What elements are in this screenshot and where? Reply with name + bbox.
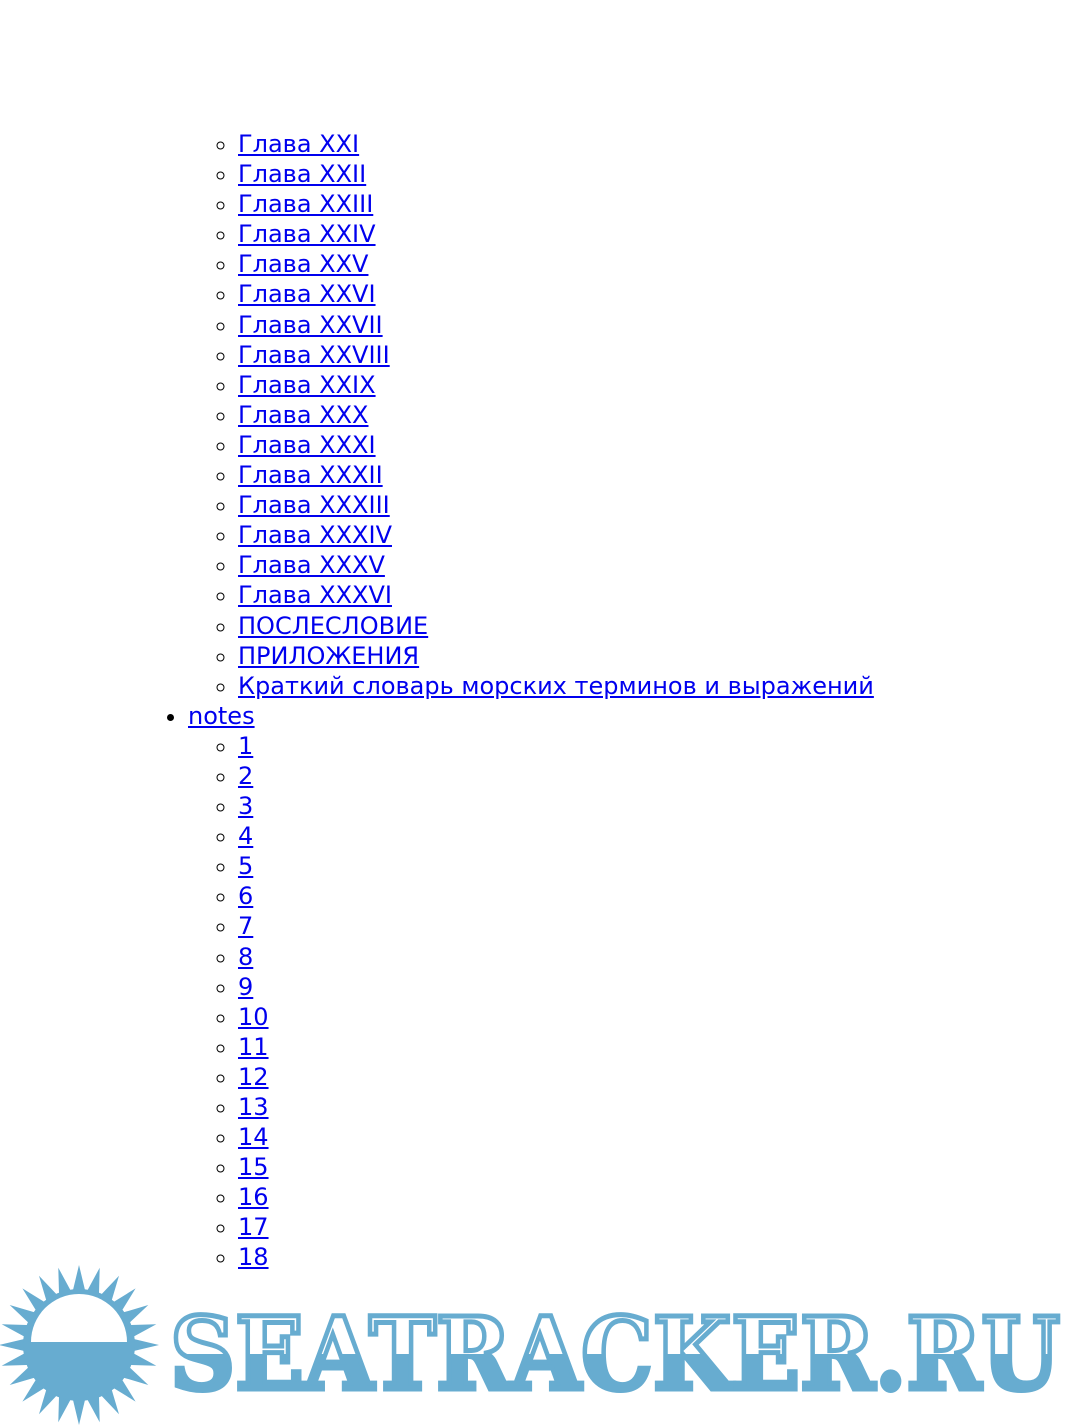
chapter-link[interactable]: Глава XXV	[238, 250, 369, 279]
notes-link[interactable]: notes	[188, 701, 255, 730]
chapter-link[interactable]: Глава XXXIII	[238, 491, 390, 520]
note-link[interactable]: 11	[238, 1032, 269, 1061]
note-link[interactable]: 8	[238, 942, 254, 971]
note-item	[238, 1092, 874, 1122]
note-item	[238, 942, 874, 972]
note-link[interactable]: 6	[238, 882, 254, 911]
note-link[interactable]: 3	[238, 792, 254, 821]
note-item	[238, 761, 874, 791]
chapter-link[interactable]: Глава XXXIV	[238, 521, 392, 550]
note-link[interactable]: 9	[238, 972, 254, 1001]
toc-item	[238, 129, 874, 159]
note-link[interactable]: 16	[238, 1183, 269, 1212]
toc-item	[238, 520, 874, 550]
note-item	[238, 1032, 874, 1062]
chapter-link[interactable]: Глава XXIX	[238, 370, 376, 399]
note-link[interactable]: 12	[238, 1062, 269, 1091]
toc-item	[238, 279, 874, 309]
note-item	[238, 1152, 874, 1182]
chapter-link[interactable]: Глава XXIII	[238, 190, 374, 219]
note-item	[238, 1122, 874, 1152]
chapter-link[interactable]: Глава XXVII	[238, 310, 383, 339]
note-link[interactable]: 14	[238, 1123, 269, 1152]
logo-wordmark: SEATRACKER.RU	[170, 1295, 1060, 1413]
note-link[interactable]: 1	[238, 731, 254, 760]
note-link[interactable]: 7	[238, 912, 254, 941]
note-link[interactable]: 2	[238, 761, 254, 790]
toc-item	[238, 159, 874, 189]
note-item	[238, 972, 874, 1002]
toc-item	[238, 580, 874, 610]
chapter-link[interactable]: Глава XXXVI	[238, 581, 392, 610]
toc-item	[238, 641, 874, 671]
chapter-link[interactable]: Глава XXVIII	[238, 340, 390, 369]
chapter-link[interactable]: Глава XXVI	[238, 280, 376, 309]
toc-item	[238, 430, 874, 460]
note-link[interactable]: 17	[238, 1213, 269, 1242]
toc-item	[238, 460, 874, 490]
chapter-link[interactable]: Глава XXXV	[238, 551, 385, 580]
note-item	[238, 1212, 874, 1242]
note-link[interactable]: 5	[238, 852, 254, 881]
note-item	[238, 731, 874, 761]
seatracker-banner[interactable]	[0, 1262, 1080, 1425]
toc-item	[238, 400, 874, 430]
note-item	[238, 1182, 874, 1212]
chapter-link[interactable]: Глава XXI	[238, 130, 360, 158]
note-item	[238, 851, 874, 881]
chapter-link[interactable]: ПОСЛЕСЛОВИЕ	[238, 611, 429, 640]
toc-item	[238, 189, 874, 219]
toc-item	[238, 310, 874, 340]
note-item	[238, 821, 874, 851]
note-link[interactable]: 4	[238, 822, 254, 851]
chapter-link[interactable]: Глава XXXI	[238, 430, 376, 459]
note-link[interactable]: 10	[238, 1002, 269, 1031]
note-item	[238, 791, 874, 821]
chapter-link[interactable]: Глава XXII	[238, 160, 367, 189]
toc-section-book	[188, 129, 874, 701]
chapter-link[interactable]: Глава XXIV	[238, 220, 376, 249]
note-item	[238, 1062, 874, 1092]
notes-list	[188, 731, 874, 1273]
chapter-link[interactable]: Глава XXXII	[238, 461, 383, 490]
note-item	[238, 911, 874, 941]
note-item	[238, 1002, 874, 1032]
toc-item	[238, 219, 874, 249]
toc-item	[238, 490, 874, 520]
table-of-contents	[0, 129, 874, 1273]
sun-over-sea-icon	[0, 1265, 159, 1425]
toc-item	[238, 340, 874, 370]
chapter-link[interactable]: Глава XXX	[238, 400, 369, 429]
toc-item	[238, 611, 874, 641]
note-link[interactable]: 15	[238, 1153, 269, 1182]
toc-item	[238, 671, 874, 701]
note-link[interactable]: 13	[238, 1093, 269, 1121]
note-link[interactable]: 18	[238, 1243, 269, 1272]
chapter-link[interactable]: Краткий словарь морских терминов и выражений	[238, 671, 874, 700]
chapter-link[interactable]: ПРИЛОЖЕНИЯ	[238, 641, 420, 670]
note-item	[238, 881, 874, 911]
toc-item	[238, 550, 874, 580]
chapter-list	[188, 129, 874, 701]
toc-item	[238, 370, 874, 400]
toc-section-notes	[188, 701, 874, 1273]
toc-item	[238, 249, 874, 279]
